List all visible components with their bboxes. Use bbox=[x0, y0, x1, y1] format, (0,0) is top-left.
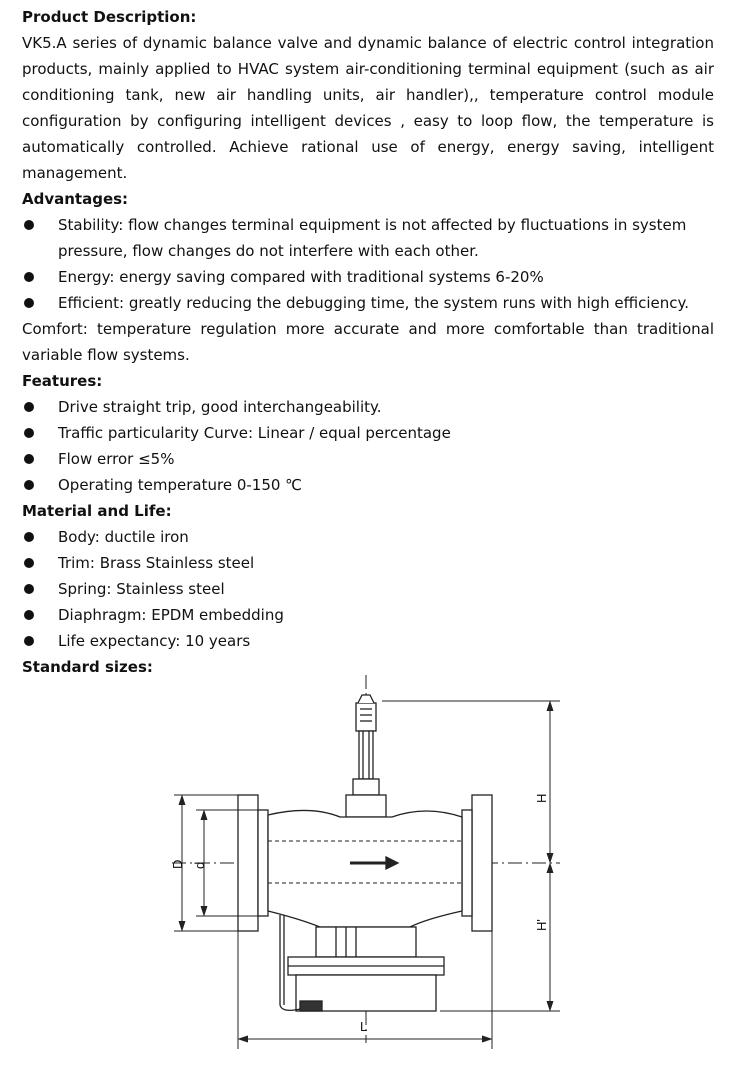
left-flange bbox=[238, 795, 268, 931]
label-H-prime: H' bbox=[534, 919, 549, 931]
document-body bbox=[22, 4, 714, 680]
bullet-icon bbox=[24, 558, 34, 568]
bullet-icon bbox=[24, 220, 34, 230]
list-item: Stability: flow changes terminal equipment is not affected by fluctuations in system pressure, flow changes do not interfere with each other. bbox=[22, 212, 714, 264]
list-item: Spring: Stainless steel bbox=[22, 576, 714, 602]
comfort-text: Comfort: temperature regulation more accurate and more comfortable than traditional variable flow systems. bbox=[22, 320, 714, 364]
standard-sizes-heading: Standard sizes: bbox=[22, 658, 153, 676]
bullet-icon bbox=[24, 402, 34, 412]
label-H: H bbox=[534, 793, 549, 803]
features-heading: Features: bbox=[22, 372, 103, 390]
list-item: Efficient: greatly reducing the debugging time, the system runs with high efficiency. bbox=[22, 290, 714, 316]
list-item: Drive straight trip, good interchangeability. bbox=[22, 394, 714, 420]
list-item: Energy: energy saving compared with traditional systems 6-20% bbox=[22, 264, 714, 290]
right-flange bbox=[462, 795, 492, 931]
label-D: D bbox=[170, 859, 185, 869]
diaphragm-housing bbox=[280, 915, 444, 1011]
actuator-stem bbox=[346, 695, 386, 817]
valve-dimension-drawing bbox=[160, 665, 570, 1055]
bullet-icon bbox=[24, 428, 34, 438]
bullet-icon bbox=[24, 454, 34, 464]
list-item: Traffic particularity Curve: Linear / equal percentage bbox=[22, 420, 714, 446]
bullet-icon bbox=[24, 636, 34, 646]
product-description-heading: Product Description: bbox=[22, 8, 197, 26]
bullet-icon bbox=[24, 532, 34, 542]
label-d: d bbox=[192, 861, 207, 869]
bullet-icon bbox=[24, 610, 34, 620]
list-item: Diaphragm: EPDM embedding bbox=[22, 602, 714, 628]
label-L: L bbox=[360, 1019, 368, 1034]
bullet-icon bbox=[24, 480, 34, 490]
bullet-icon bbox=[24, 272, 34, 282]
advantages-heading: Advantages: bbox=[22, 190, 129, 208]
material-heading: Material and Life: bbox=[22, 502, 172, 520]
list-item: Life expectancy: 10 years bbox=[22, 628, 714, 654]
bullet-icon bbox=[24, 298, 34, 308]
product-description-text: VK5.A series of dynamic balance valve and dynamic balance of electric control integration products, mainly applied to HVAC system air-conditioning terminal equipment (such as air conditioning tank, new air handling units, air handler),, temperature control module configuration by configuring intelligent devices , easy to loop flow, the temperature is automatically controlled. Achieve rational use of energy, energy saving, intelligent management. bbox=[22, 34, 714, 182]
bullet-icon bbox=[24, 584, 34, 594]
list-item: Body: ductile iron bbox=[22, 524, 714, 550]
list-item: Flow error ≤5% bbox=[22, 446, 714, 472]
list-item: Trim: Brass Stainless steel bbox=[22, 550, 714, 576]
list-item: Operating temperature 0-150 ℃ bbox=[22, 472, 714, 498]
valve-body bbox=[268, 810, 462, 927]
